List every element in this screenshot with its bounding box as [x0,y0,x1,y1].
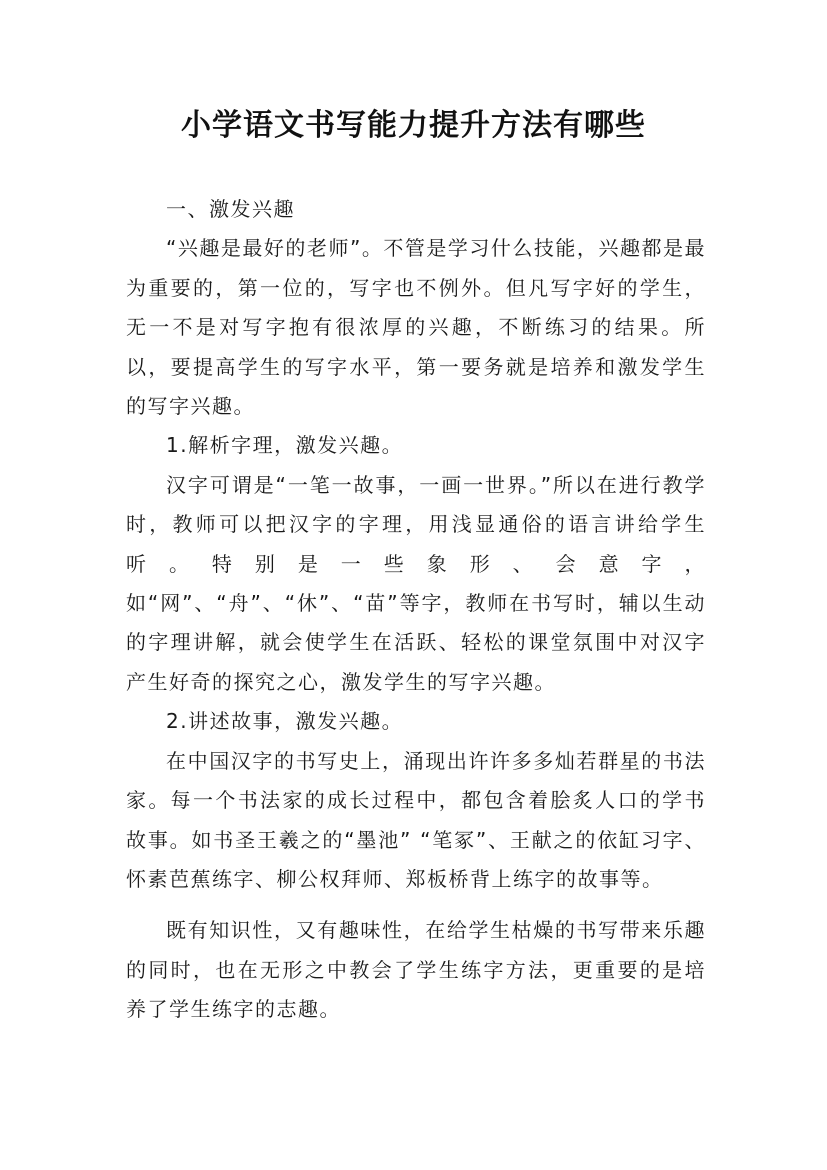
paragraph: 既有知识性，又有趣味性，在给学生枯燥的书写带来乐趣的同时，也在无形之中教会了学生练字方法，更重要的是培养了学生练字的志趣。 [126,918,706,1022]
paragraph: “兴趣是最好的老师”。不管是学习什么技能，兴趣都是最为重要的，第一位的，写字也不例外。但凡写字好的学生，无一不是对写字抱有很浓厚的兴趣，不断练习的结果。所以，要提高学生的写字水平，第一要务就是培养和激发学生的写字兴趣。 [126,236,706,419]
subsection-heading: 2.讲述故事，激发兴趣。 [166,709,404,734]
section-heading: 一、激发兴趣 [166,197,295,221]
document-body [126,190,706,1030]
paragraph: 汉字可谓是“一笔一故事，一画一世界。”所以在进行教学时，教师可以把汉字的字理，用浅显通俗的语言讲给学生听。特别是一些象形、会意字，如“网”、“舟”、“休”、“苗”等字，教师在书写时，辅以生动的字理讲解，就会使学生在活跃、轻松的课堂氛围中对汉字产生好奇的探究之心，激发学生的写字兴趣。 [126,472,706,694]
paragraph: 在中国汉字的书写史上，涌现出许许多多灿若群星的书法家。每一个书法家的成长过程中，都包含着脍炙人口的学书故事。如书圣王羲之的“墨池” “笔冢”、王献之的依缸习字、怀素芭蕉练字、柳公权拜师、郑板桥背上练字的故事等。 [126,748,706,891]
document-title: 小学语文书写能力提升方法有哪些 [181,108,646,143]
subsection-heading: 1.解析字理，激发兴趣。 [166,433,404,458]
